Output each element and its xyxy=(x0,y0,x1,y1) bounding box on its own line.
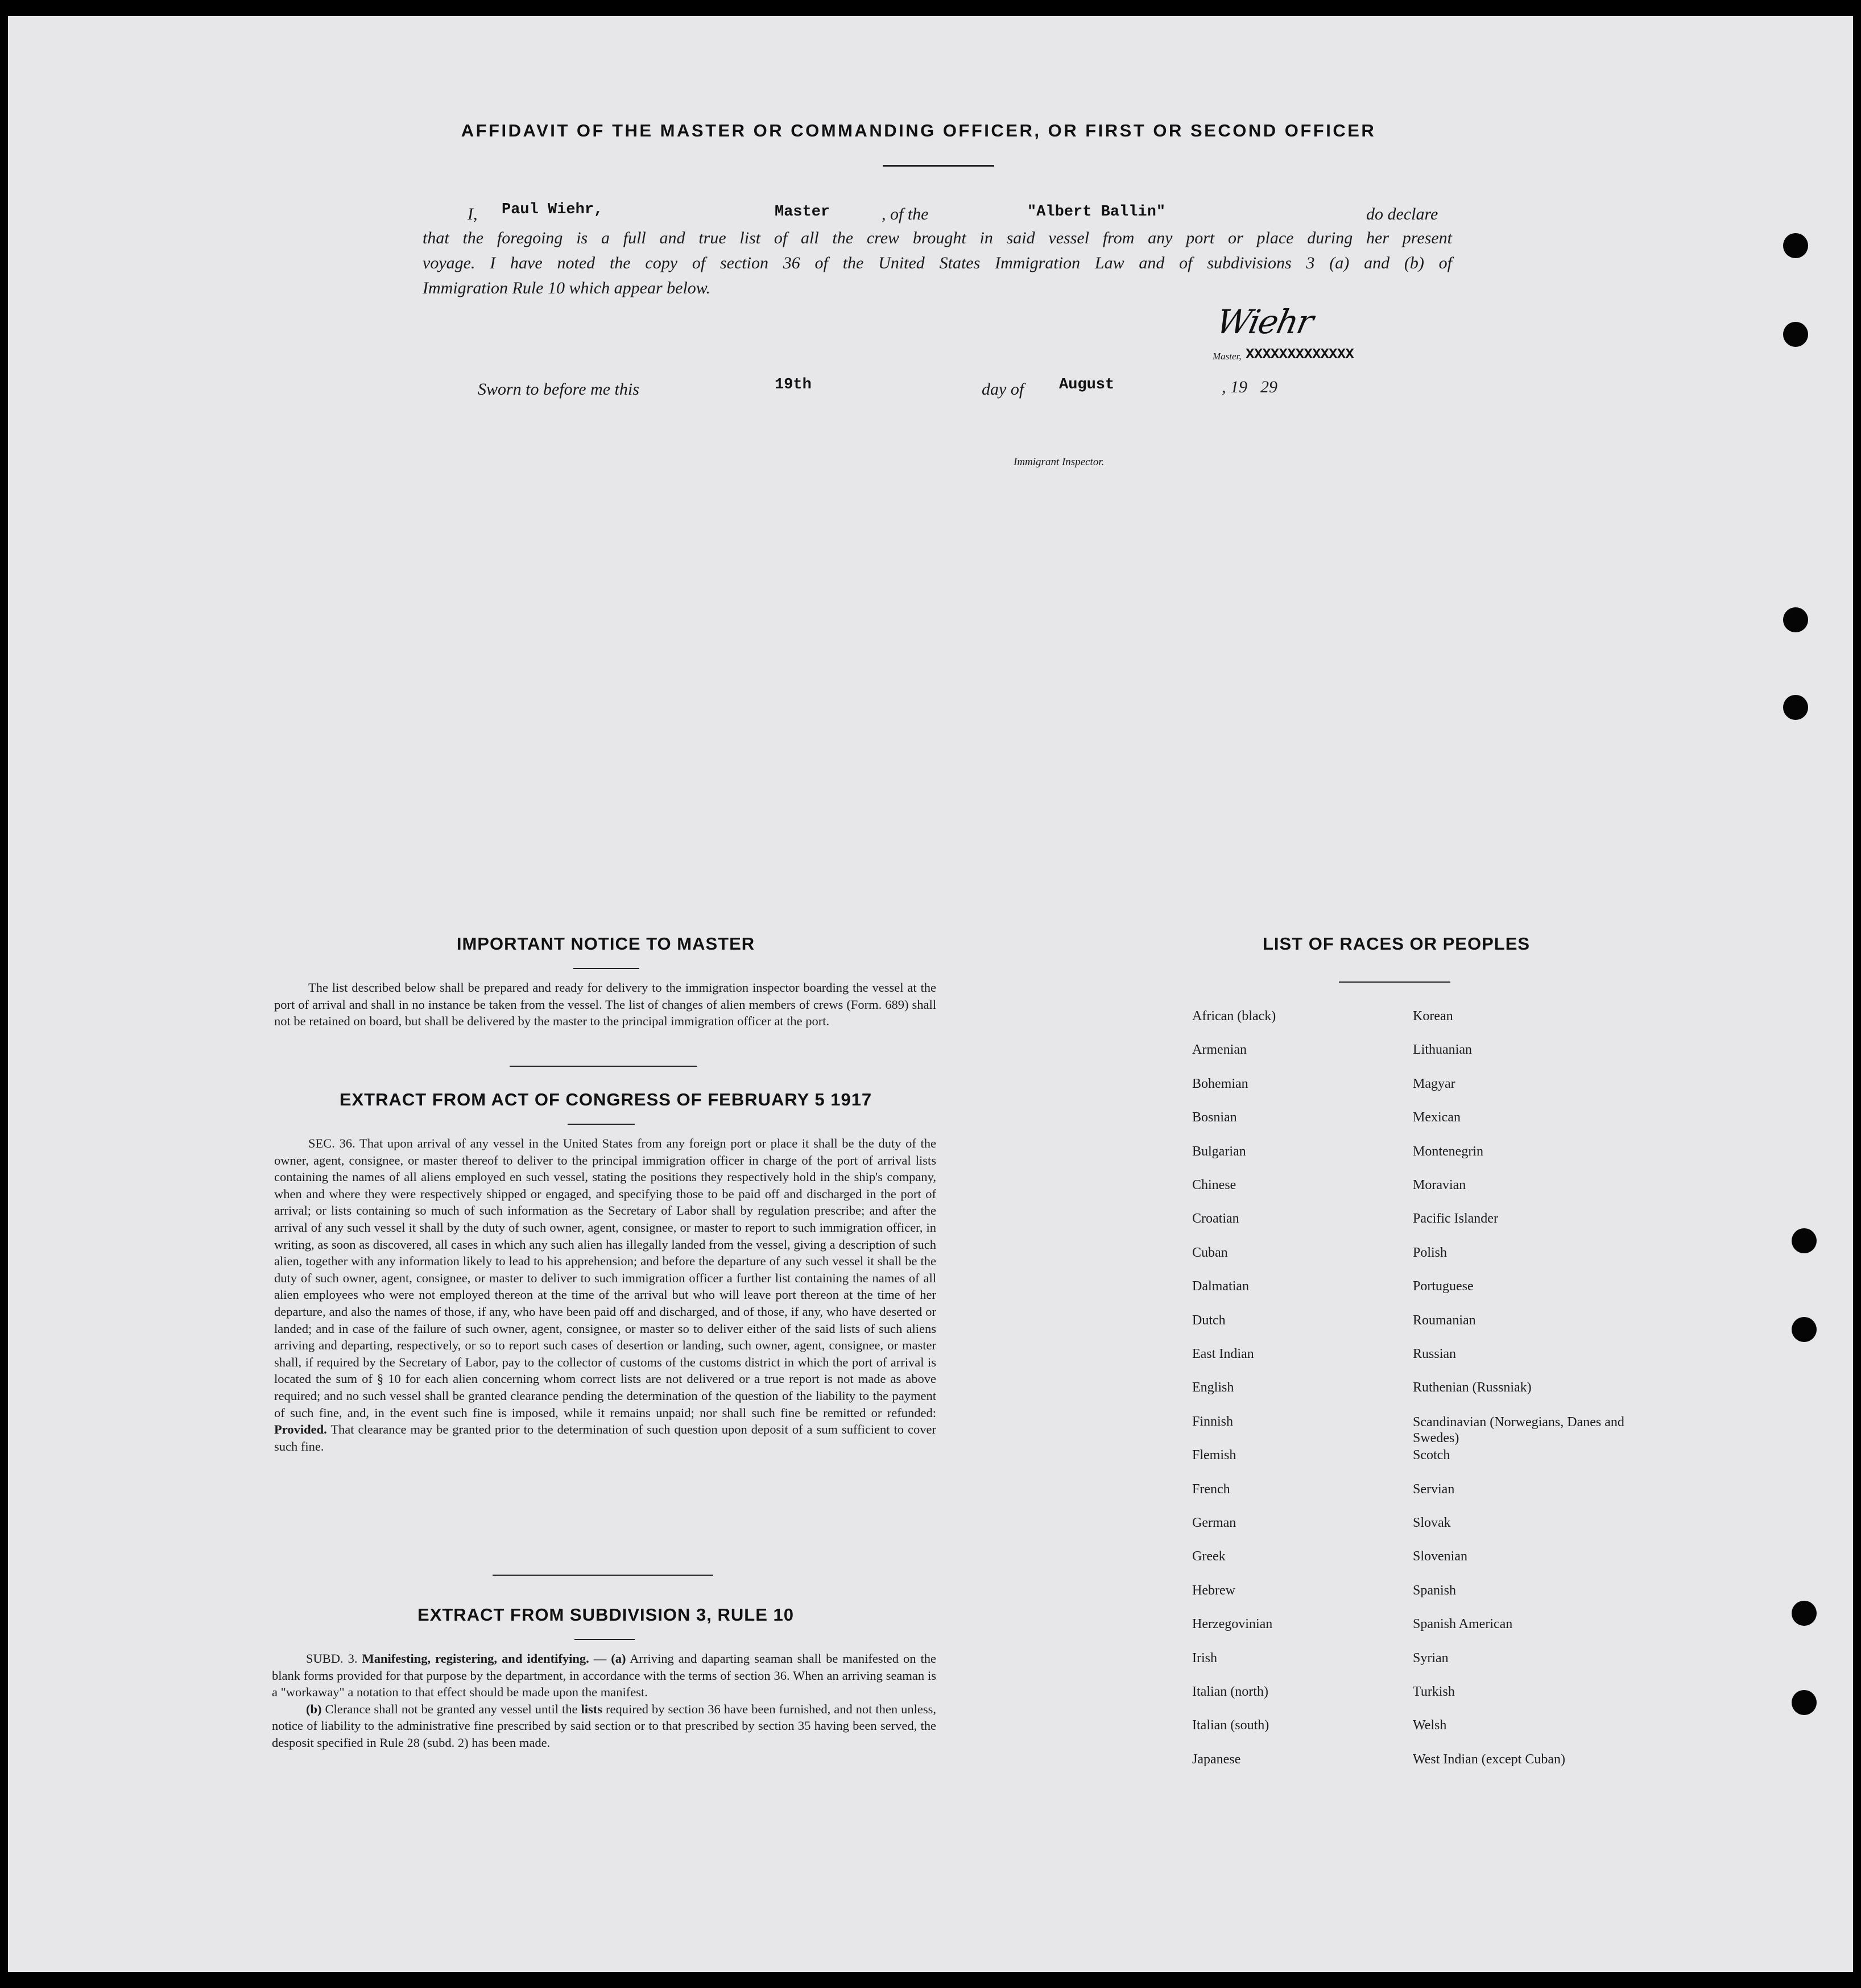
race-item: Cuban xyxy=(1192,1245,1228,1260)
race-item: Syrian xyxy=(1413,1650,1449,1666)
divider xyxy=(574,1639,635,1640)
lists-word: lists xyxy=(581,1701,603,1716)
divider xyxy=(573,968,639,969)
race-item: Herzegovinian xyxy=(1192,1617,1273,1632)
binder-hole-icon xyxy=(1792,1690,1817,1715)
race-item: Montenegrin xyxy=(1413,1144,1483,1159)
sec36-text xyxy=(274,1135,936,1455)
subd-a-text: Arriving and daparting seaman shall be manifested on the blank forms provided for that purpose by the department, in accordance with the terms of section 36. When an arriving seaman is a "workaway" a notation to that effect should be made upon the manifest. xyxy=(272,1651,937,1700)
inspector-label: Immigrant Inspector. xyxy=(1014,456,1105,468)
dash: — xyxy=(593,1651,607,1666)
race-item: Greek xyxy=(1192,1549,1226,1564)
race-item: French xyxy=(1192,1481,1230,1497)
race-item: Servian xyxy=(1413,1481,1455,1497)
race-item: Korean xyxy=(1413,1009,1453,1024)
race-item: Ruthenian (Russniak) xyxy=(1413,1380,1532,1395)
race-item: Bulgarian xyxy=(1192,1144,1246,1159)
race-item: Slovak xyxy=(1413,1515,1451,1530)
race-item: Spanish American xyxy=(1413,1617,1513,1632)
race-item: English xyxy=(1192,1380,1234,1395)
affidavit-line: Immigration Rule 10 which appear below. xyxy=(423,279,711,297)
provided-word: Provided. xyxy=(274,1422,327,1437)
master-label: Master, xyxy=(1213,351,1242,362)
divider xyxy=(883,165,994,167)
race-item: Dalmatian xyxy=(1192,1279,1249,1294)
divider xyxy=(1339,981,1450,983)
affidavit-line: that the foregoing is a full and true list of all the crew brought in said vessel from any port or place during her present xyxy=(423,229,1452,247)
race-item: Mexican xyxy=(1413,1110,1461,1125)
extract-act-title: EXTRACT FROM ACT OF CONGRESS OF FEBRUARY 5 1917 xyxy=(339,1090,872,1109)
of-the-label: , of the xyxy=(882,205,929,223)
race-item: Chinese xyxy=(1192,1178,1236,1192)
race-item: Irish xyxy=(1192,1650,1217,1666)
divider xyxy=(568,1124,635,1125)
notice-title: IMPORTANT NOTICE TO MASTER xyxy=(456,934,755,954)
divider xyxy=(493,1575,713,1576)
race-item: African (black) xyxy=(1192,1009,1276,1024)
sworn-label: Sworn to before me this xyxy=(478,380,639,399)
binder-hole-icon xyxy=(1792,1601,1817,1626)
race-item: Moravian xyxy=(1413,1178,1466,1192)
race-item: Slovenian xyxy=(1413,1549,1467,1564)
race-item: Russian xyxy=(1413,1347,1457,1361)
master-rank: Master xyxy=(775,204,830,221)
race-item: Lithuanian xyxy=(1413,1042,1472,1058)
race-item: Armenian xyxy=(1192,1042,1247,1058)
subd-heading: Manifesting, registering, and identifying. xyxy=(362,1651,589,1666)
year-suffix: 29 xyxy=(1260,378,1277,396)
race-item: Japanese xyxy=(1192,1751,1241,1767)
do-declare-label: do declare xyxy=(1366,205,1438,223)
sworn-month: August xyxy=(1059,376,1115,394)
binder-hole-icon xyxy=(1783,233,1808,258)
notice-paragraph: The list described below shall be prepared and ready for delivery to the immigration inspector boarding the vessel at the port of arrival and shall in no instance be taken from the vessel. The list of changes of alien members of crews (Form. 689) shall not be retained on board, but shall be delivered by the master to the principal immigration officer at the port. xyxy=(274,980,936,1029)
affidavit-title: AFFIDAVIT OF THE MASTER OR COMMANDING OFFICER, OR FIRST OR SECOND OFFICER xyxy=(461,121,1376,140)
race-item: Turkish xyxy=(1413,1684,1455,1699)
race-item: Bosnian xyxy=(1192,1110,1237,1125)
race-item: Bohemian xyxy=(1192,1076,1248,1091)
binder-hole-icon xyxy=(1783,695,1808,720)
affidavit-i: I, xyxy=(468,205,478,223)
year-prefix: , 19 xyxy=(1222,378,1247,396)
race-item: Flemish xyxy=(1192,1448,1236,1463)
race-item: Scotch xyxy=(1413,1448,1450,1463)
race-item: Pacific Islander xyxy=(1413,1211,1498,1227)
races-title: LIST OF RACES OR PEOPLES xyxy=(1262,934,1531,954)
race-item: Hebrew xyxy=(1192,1583,1235,1598)
struck-title: XXXXXXXXXXXXX xyxy=(1246,346,1354,363)
sworn-day: 19th xyxy=(775,376,812,394)
race-item: Dutch xyxy=(1192,1312,1226,1328)
divider xyxy=(510,1066,697,1067)
race-item: Croatian xyxy=(1192,1211,1239,1227)
master-signature: Wiehr xyxy=(1213,303,1316,341)
race-item: Italian (north) xyxy=(1192,1684,1268,1699)
race-item: Portuguese xyxy=(1413,1279,1474,1294)
sec36-tail: That clearance may be granted prior to the determination of such question upon deposit of a sum sufficient to cover such fine. xyxy=(274,1422,936,1453)
subd3-text xyxy=(272,1650,936,1751)
subd-b-text: Clerance shall not be granted any vessel until the xyxy=(325,1701,578,1716)
race-item: Polish xyxy=(1413,1245,1448,1260)
race-item: Italian (south) xyxy=(1192,1718,1269,1733)
race-item: Welsh xyxy=(1413,1718,1447,1733)
race-item: Scandinavian (Norwegians, Danes and Swedes) xyxy=(1413,1414,1624,1446)
vessel-name: "Albert Ballin" xyxy=(1027,204,1166,221)
subd-b-label: (b) xyxy=(306,1701,322,1716)
race-item: Roumanian xyxy=(1413,1312,1476,1328)
race-item: Spanish xyxy=(1413,1583,1457,1598)
day-of-label: day of xyxy=(982,380,1024,399)
notice-text xyxy=(274,979,936,1030)
binder-hole-icon xyxy=(1783,607,1808,632)
race-item: West Indian (except Cuban) xyxy=(1413,1751,1565,1767)
binder-hole-icon xyxy=(1783,322,1808,347)
race-item: Finnish xyxy=(1192,1414,1234,1429)
affidavit-line: voyage. I have noted the copy of section 36 of the United States Immigration Law and of subdivisions 3 (a) and (b) of xyxy=(423,254,1452,272)
binder-hole-icon xyxy=(1792,1317,1817,1342)
race-item: German xyxy=(1192,1515,1236,1530)
race-item: East Indian xyxy=(1192,1347,1254,1361)
binder-hole-icon xyxy=(1792,1228,1817,1253)
subd-label: SUBD. 3. xyxy=(306,1651,358,1666)
sec36-body: SEC. 36. That upon arrival of any vessel in the United States from any foreign port or place it shall be the duty of the owner, agent, consignee, or master thereof to deliver to the principal immigration officer in charge of the port of arrival lists containing the names of all aliens employed en such vessel, stating the positions they respectively hold in the ship's company, when and where they were respectively shipped or engaged, and specifying those to be paid off and discharged in the port of arrival; or lists containing so much of such information as the Secretary of Labor shall by regulation prescribe; and after the arrival of any such vessel it shall by the duty of such owner, agent, consignee, or master to report to such immigration officer, in writing, as soon as discovered, all cases in which any such alien has illegally landed from the vessel, giving a description of such alien, together with any information likely to lead to his apprehension; and before the departure of any such vessel it shall be the duty of such owner, agent, consignee, or master to deliver to such immigration officer a further list containing the names of all alien employees who were not employed thereon at the time of the arrival but who will leave port thereon at the time of her departure, and also the names of those, if any, who have been paid off and discharged, and of those, if any, who have deserted or landed; and in case of the failure of such owner, agent, consignee, or master so to deliver either of the said lists of such aliens arriving and departing, respectively, or so to report such cases of desertion or landing, such owner, agent, consignee, or master shall, if required by the Secretary of Labor, pay to the collector of customs of the customs district in which the port of arrival is located the sum of § 10 for each alien concerning whom correct lists are not delivered or a true report is not made as above required; and no such vessel shall be granted clearance pending the determination of the question of the liability to the payment of such fine, and, in the event such fine is imposed, while it remains unpaid; nor shall such fine be remitted or refunded: xyxy=(274,1136,936,1420)
subd-b-text-2: required by section 36 have been furnished, and not then unless, notice of liability to the administrative fine prescribed by said section or to that prescribed by section 35 having been served, the desposit specified in Rule 28 (subd. 2) has been made. xyxy=(272,1701,937,1750)
subd-a-label: (a) xyxy=(611,1651,626,1666)
master-name: Paul Wiehr, xyxy=(502,201,603,218)
race-item: Magyar xyxy=(1413,1076,1455,1091)
extract-rule-title: EXTRACT FROM SUBDIVISION 3, RULE 10 xyxy=(417,1605,794,1625)
